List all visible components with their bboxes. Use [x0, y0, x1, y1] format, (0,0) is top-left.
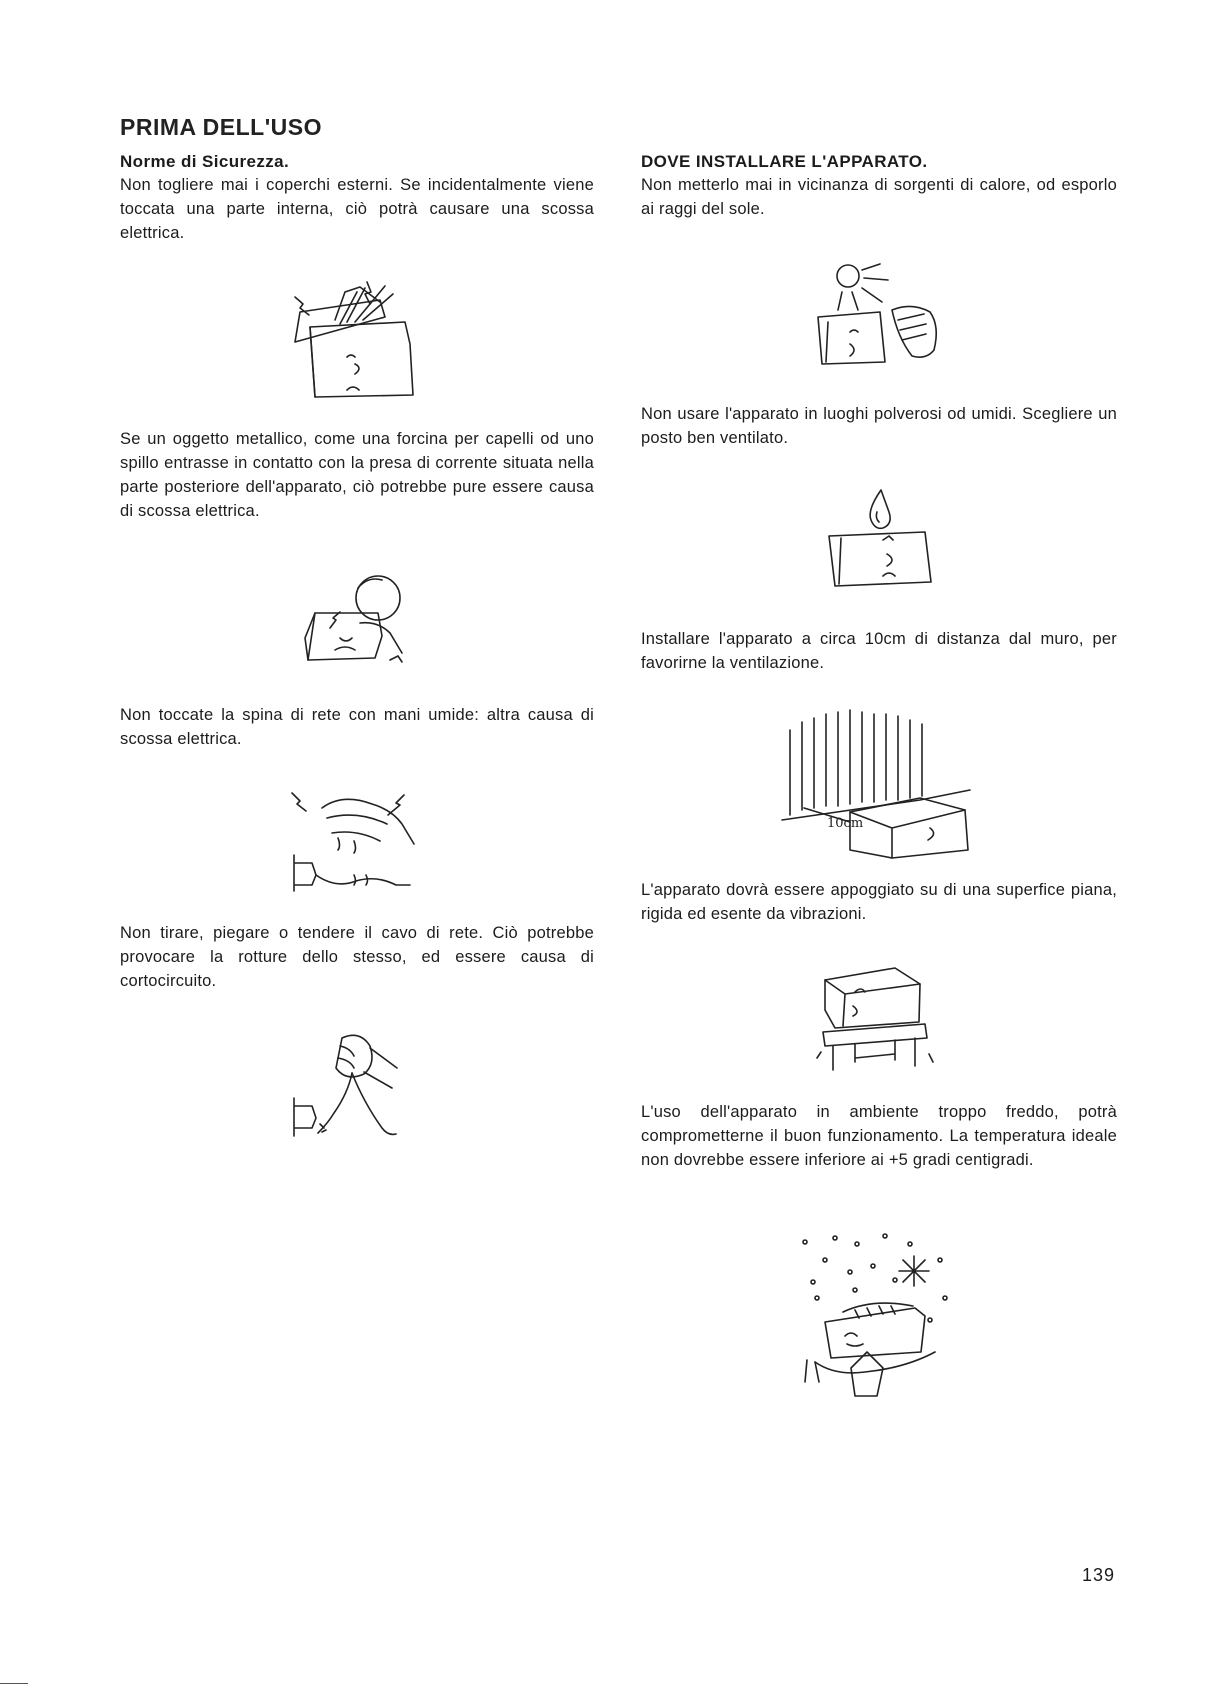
open-cover-illustration [285, 282, 435, 402]
wet-hands-plug-illustration [292, 793, 422, 893]
safety-paragraph-covers: Non togliere mai i coperchi esterni. Se incidentalmente viene toccata una parte interna, ciò potrà causare una scossa elettrica. [120, 176, 594, 242]
corner-mark [0, 1683, 28, 1684]
page-number: 139 [1081, 1565, 1115, 1585]
sun-heat-illustration [810, 262, 950, 372]
water-drop-illustration [823, 490, 943, 590]
child-with-hairpin-illustration [300, 568, 420, 668]
wall-distance-illustration [780, 710, 980, 860]
stand-surface-illustration [815, 962, 935, 1072]
safety-heading: Norme di Sicurezza. [120, 152, 290, 171]
install-paragraph-cold-temperature: L'uso dell'apparato in ambiente troppo freddo, potrà comprometterne il buon funzionamento. La temperatura ideale non dovrebbe essere inferiore ai +5 gradi centigradi. [641, 1103, 1117, 1169]
cold-environment-illustration [795, 1232, 960, 1402]
installation-heading: DOVE INSTALLARE L'APPARATO. [641, 152, 928, 171]
install-paragraph-stable-surface: L'apparato dovrà essere appoggiato su di una superfice piana, rigida ed esente da vibrazioni. [641, 881, 1117, 923]
install-paragraph-wall-distance: Installare l'apparato a circa 10cm di distanza dal muro, per favorirne la ventilazione. [641, 630, 1117, 672]
install-paragraph-dust-humidity: Non usare l'apparato in luoghi polverosi od umidi. Scegliere un posto ben ventilato. [641, 405, 1117, 447]
pulling-cord-illustration [292, 1028, 402, 1138]
install-paragraph-heat: Non metterlo mai in vicinanza di sorgenti di calore, od esporlo ai raggi del sole. [641, 176, 1117, 218]
safety-paragraph-wet-hands: Non toccate la spina di rete con mani umide: altra causa di scossa elettrica. [120, 706, 594, 748]
safety-paragraph-metal-object: Se un oggetto metallico, come una forcina per capelli od uno spillo entrasse in contatto con la presa di corrente situata nella parte posteriore dell'apparato, ciò potrebbe pure essere causa di scossa elettrica. [120, 430, 594, 520]
safety-paragraph-power-cord: Non tirare, piegare o tendere il cavo di rete. Ciò potrebbe provocare la rotture dello stesso, ed essere causa di cortocircuito. [120, 924, 594, 990]
distance-label: 10cm [827, 816, 864, 831]
page-title: PRIMA DELL'USO [120, 114, 323, 140]
